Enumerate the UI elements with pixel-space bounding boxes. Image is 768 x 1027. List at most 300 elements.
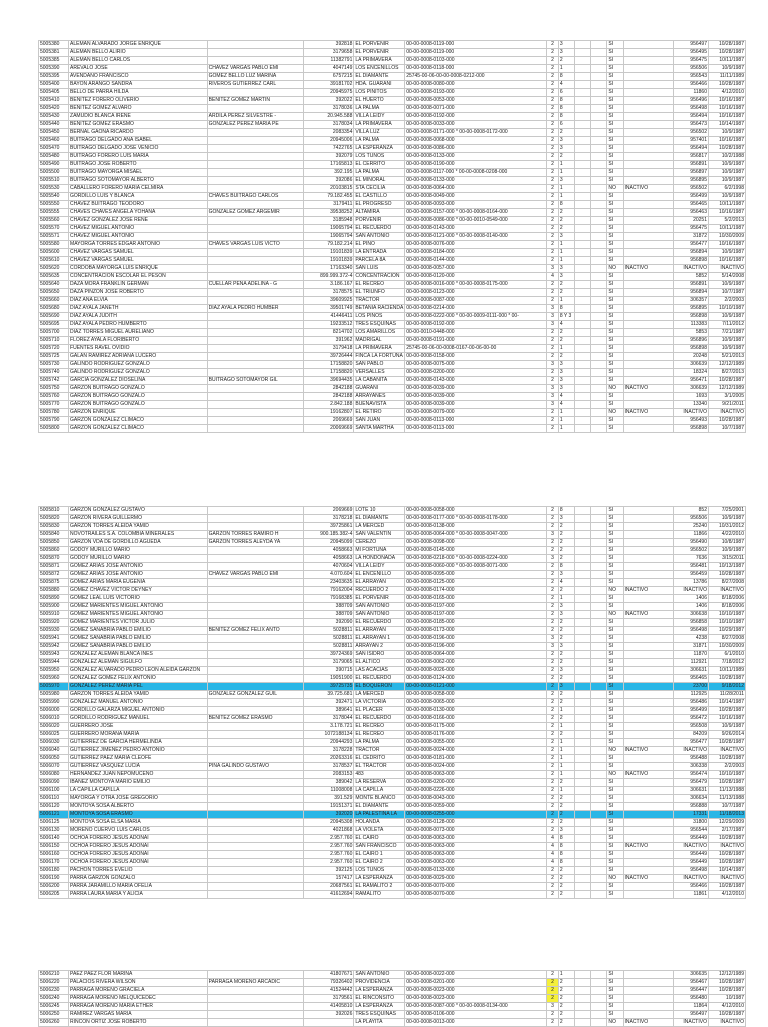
cell-ced[interactable]: 23403635 xyxy=(303,579,354,587)
cell-predio[interactable]: 00-00-0008-0079-000 xyxy=(405,409,547,417)
cell-a[interactable]: 2 xyxy=(547,129,559,137)
cell-b[interactable]: 1 xyxy=(558,65,574,73)
cell-ced[interactable]: 4058663 xyxy=(303,547,354,555)
cell-resp[interactable] xyxy=(207,257,303,265)
cell-e[interactable]: SI xyxy=(607,321,623,329)
cell-ced[interactable]: 11008008 xyxy=(303,787,354,795)
cell-a[interactable]: 2 xyxy=(547,619,559,627)
cell-g[interactable]: 956475 xyxy=(674,225,709,233)
cell-d1[interactable] xyxy=(591,515,607,523)
cell-cod[interactable]: 5005760 xyxy=(39,393,69,401)
cell-resp[interactable] xyxy=(207,547,303,555)
cell-h[interactable]: 10/28/1987 xyxy=(708,851,745,859)
cell-a[interactable]: 2 xyxy=(547,161,559,169)
cell-resp[interactable] xyxy=(207,289,303,297)
cell-predio[interactable]: 00-00-0008-0185-000 xyxy=(405,619,547,627)
cell-cod[interactable]: 5005730 xyxy=(39,361,69,369)
cell-h[interactable]: 7/21/1987 xyxy=(708,329,745,337)
cell-finca[interactable]: ALTAMIRA xyxy=(354,209,405,217)
cell-nombre[interactable]: FLOREZ AYALA FLORIBERTO xyxy=(69,337,208,345)
cell-f[interactable] xyxy=(623,579,674,587)
cell-predio[interactable]: 00-00-0008-0023-000 xyxy=(405,995,547,1003)
cell-g[interactable]: 956474 xyxy=(674,771,709,779)
cell-ced[interactable]: 8214702 xyxy=(303,329,354,337)
cell-b[interactable]: 6 xyxy=(558,89,574,97)
cell-e[interactable]: NO xyxy=(607,771,623,779)
cell-e[interactable]: SI xyxy=(607,129,623,137)
cell-f[interactable] xyxy=(623,883,674,891)
cell-ced[interactable]: 2.957.760 xyxy=(303,851,354,859)
cell-f[interactable] xyxy=(623,73,674,81)
cell-h[interactable]: 10/28/1987 xyxy=(708,779,745,787)
cell-g[interactable]: 956506 xyxy=(674,65,709,73)
cell-g[interactable]: 956498 xyxy=(674,105,709,113)
cell-ced[interactable]: 20945006 xyxy=(303,137,354,145)
table-row[interactable] xyxy=(39,105,746,113)
cell-d1[interactable] xyxy=(591,523,607,531)
cell-g[interactable]: 956447 xyxy=(674,987,709,995)
cell-h[interactable]: 10/9/1987 xyxy=(708,313,745,321)
cell-h[interactable]: 10/28/1987 xyxy=(708,417,745,425)
cell-h[interactable]: 10/9/1987 xyxy=(708,515,745,523)
cell-c1[interactable] xyxy=(574,707,590,715)
cell-b[interactable]: 2 xyxy=(558,523,574,531)
cell-f[interactable] xyxy=(623,177,674,185)
cell-b[interactable]: 1 xyxy=(558,297,574,305)
cell-c1[interactable] xyxy=(574,755,590,763)
cell-e[interactable]: SI xyxy=(607,731,623,739)
cell-e[interactable]: SI xyxy=(607,417,623,425)
cell-nombre[interactable]: ALEMAN BELLO CARLOS xyxy=(69,57,208,65)
cell-f[interactable] xyxy=(623,225,674,233)
cell-ced[interactable]: 4058663 xyxy=(303,555,354,563)
cell-h[interactable]: 10/28/1987 xyxy=(708,707,745,715)
cell-finca[interactable]: CEREZO xyxy=(354,539,405,547)
cell-f[interactable] xyxy=(623,57,674,65)
cell-nombre[interactable]: GOMEZ SANABRIA PABLO EMILIO xyxy=(69,635,208,643)
table-row[interactable] xyxy=(39,979,746,987)
cell-h[interactable]: INACTIVO xyxy=(708,1019,745,1027)
cell-a[interactable]: 2 xyxy=(547,971,559,979)
cell-f[interactable] xyxy=(623,667,674,675)
cell-finca[interactable]: EL MINORAL xyxy=(354,177,405,185)
cell-a[interactable]: 2 xyxy=(547,201,559,209)
cell-d1[interactable] xyxy=(591,587,607,595)
cell-finca[interactable]: 483 xyxy=(354,771,405,779)
cell-cod[interactable]: 5005720 xyxy=(39,345,69,353)
cell-g[interactable]: 1406 xyxy=(674,603,709,611)
cell-predio[interactable]: 00-00-0008-0174-000 xyxy=(405,587,547,595)
cell-predio[interactable]: 00-00-0008-0144-000 xyxy=(405,257,547,265)
cell-finca[interactable]: SAN PABLO xyxy=(354,361,405,369)
cell-d1[interactable] xyxy=(591,843,607,851)
cell-a[interactable]: 2 xyxy=(547,217,559,225)
cell-cod[interactable]: 5006160 xyxy=(39,851,69,859)
cell-resp[interactable] xyxy=(207,393,303,401)
cell-resp[interactable] xyxy=(207,361,303,369)
table-row[interactable] xyxy=(39,635,746,643)
cell-finca[interactable]: BUENAVISTA xyxy=(354,401,405,409)
cell-g[interactable]: 956894 xyxy=(674,249,709,257)
cell-h[interactable]: 10/16/1987 xyxy=(708,241,745,249)
cell-predio[interactable]: 00-00-0008-0022-000 xyxy=(405,971,547,979)
cell-a[interactable]: 3 xyxy=(547,635,559,643)
cell-cod[interactable]: 5005560 xyxy=(39,217,69,225)
cell-h[interactable]: 6/1/2010 xyxy=(708,651,745,659)
cell-e[interactable]: SI xyxy=(607,651,623,659)
cell-b[interactable]: 3 xyxy=(558,515,574,523)
cell-c1[interactable] xyxy=(574,1019,590,1027)
cell-h[interactable]: 10/9/1987 xyxy=(708,281,745,289)
cell-b[interactable]: 3 xyxy=(558,41,574,49)
cell-f[interactable] xyxy=(623,659,674,667)
cell-resp[interactable] xyxy=(207,265,303,273)
cell-resp[interactable] xyxy=(207,161,303,169)
cell-b[interactable]: 1 xyxy=(558,787,574,795)
cell-d1[interactable] xyxy=(591,113,607,121)
cell-nombre[interactable]: CORDOBA MAYORGA LUIS ENRIQUE xyxy=(69,265,208,273)
cell-finca[interactable]: GUARANI xyxy=(354,385,405,393)
cell-f[interactable] xyxy=(623,763,674,771)
cell-nombre[interactable]: ZAMUDIO BLANCA IRENE xyxy=(69,113,208,121)
cell-finca[interactable]: EL PINO xyxy=(354,241,405,249)
table-row[interactable] xyxy=(39,425,746,433)
cell-d1[interactable] xyxy=(591,715,607,723)
cell-resp[interactable] xyxy=(207,1003,303,1011)
table-row[interactable] xyxy=(39,555,746,563)
cell-g[interactable]: 306639 xyxy=(674,385,709,393)
cell-resp[interactable] xyxy=(207,153,303,161)
cell-e[interactable]: SI xyxy=(607,65,623,73)
cell-finca[interactable]: SAN ISIDRO xyxy=(354,651,405,659)
cell-predio[interactable]: 00-00-0008-0024-000 xyxy=(405,747,547,755)
cell-ced[interactable]: 2842188 xyxy=(303,385,354,393)
cell-d1[interactable] xyxy=(591,393,607,401)
cell-f[interactable] xyxy=(623,627,674,635)
cell-b[interactable]: 3 xyxy=(558,667,574,675)
cell-f[interactable] xyxy=(623,675,674,683)
table-row[interactable] xyxy=(39,313,746,321)
table-row[interactable] xyxy=(39,627,746,635)
cell-cod[interactable]: 5005890 xyxy=(39,595,69,603)
cell-nombre[interactable]: GODOY MURILLO MARIO xyxy=(69,555,208,563)
cell-ced[interactable]: 39501749 xyxy=(303,305,354,313)
cell-resp[interactable] xyxy=(207,995,303,1003)
cell-nombre[interactable]: PALACIOS RIVERA WILSON xyxy=(69,979,208,987)
cell-e[interactable]: SI xyxy=(607,225,623,233)
cell-c1[interactable] xyxy=(574,795,590,803)
cell-g[interactable]: 956898 xyxy=(674,425,709,433)
cell-f[interactable] xyxy=(623,81,674,89)
cell-predio[interactable]: 00-00-0008-0029-000 xyxy=(405,875,547,883)
cell-g[interactable]: 306635 xyxy=(674,971,709,979)
cell-resp[interactable] xyxy=(207,835,303,843)
cell-c1[interactable] xyxy=(574,507,590,515)
cell-a[interactable]: 3 xyxy=(547,531,559,539)
table-row[interactable] xyxy=(39,265,746,273)
table-row[interactable] xyxy=(39,273,746,281)
table-row[interactable] xyxy=(39,393,746,401)
cell-h[interactable]: 10/16/1987 xyxy=(708,97,745,105)
cell-g[interactable]: 20251 xyxy=(674,217,709,225)
cell-a[interactable]: 3 xyxy=(547,555,559,563)
cell-predio[interactable]: 00-00-0008-0176-000 xyxy=(405,731,547,739)
cell-e[interactable]: SI xyxy=(607,281,623,289)
cell-h[interactable]: 10/30/2009 xyxy=(708,643,745,651)
cell-f[interactable] xyxy=(623,795,674,803)
table-row[interactable] xyxy=(39,225,746,233)
cell-e[interactable]: SI xyxy=(607,361,623,369)
table-row[interactable] xyxy=(39,1011,746,1019)
cell-h[interactable]: 10/9/1987 xyxy=(708,129,745,137)
cell-finca[interactable]: LOS TUNOS xyxy=(354,867,405,875)
cell-g[interactable]: INACTIVO xyxy=(674,1019,709,1027)
cell-resp[interactable] xyxy=(207,875,303,883)
cell-resp[interactable] xyxy=(207,675,303,683)
cell-nombre[interactable]: DIAZ TORRES MIGUEL AURELIANO xyxy=(69,329,208,337)
cell-f[interactable] xyxy=(623,145,674,153)
cell-resp[interactable] xyxy=(207,49,303,57)
cell-b[interactable]: 1 xyxy=(558,425,574,433)
cell-nombre[interactable]: GUERRERO JOSE xyxy=(69,723,208,731)
cell-finca[interactable]: LA ESPERANZA xyxy=(354,145,405,153)
cell-b[interactable]: 2 xyxy=(558,217,574,225)
cell-cod[interactable]: 5006110 xyxy=(39,795,69,803)
cell-c1[interactable] xyxy=(574,361,590,369)
cell-b[interactable]: 4 xyxy=(558,401,574,409)
cell-a[interactable]: 2 xyxy=(547,571,559,579)
cell-a[interactable]: 2 xyxy=(547,563,559,571)
cell-b[interactable]: 4 xyxy=(558,393,574,401)
cell-b[interactable]: 2 xyxy=(558,547,574,555)
cell-e[interactable]: SI xyxy=(607,401,623,409)
cell-b[interactable]: 1 xyxy=(558,169,574,177)
cell-e[interactable]: SI xyxy=(607,995,623,1003)
cell-g[interactable]: 956502 xyxy=(674,547,709,555)
cell-predio[interactable]: 00-00-0008-0058-000 xyxy=(405,691,547,699)
cell-cod[interactable]: 5005871 xyxy=(39,563,69,571)
cell-g[interactable]: 11861 xyxy=(674,891,709,899)
cell-resp[interactable] xyxy=(207,41,303,49)
cell-a[interactable]: 2 xyxy=(547,297,559,305)
cell-predio[interactable]: 25745-00-06-00-00-0008-0212-000 xyxy=(405,73,547,81)
table-row[interactable] xyxy=(39,571,746,579)
cell-finca[interactable]: EL ARRAYAN 1 xyxy=(354,635,405,643)
cell-b[interactable]: 3 xyxy=(558,377,574,385)
cell-h[interactable]: 2/2/2003 xyxy=(708,763,745,771)
cell-e[interactable]: SI xyxy=(607,635,623,643)
cell-predio[interactable]: 00-00-0008-0157-000 * 00-00-0008-0164-000 xyxy=(405,209,547,217)
cell-resp[interactable] xyxy=(207,643,303,651)
cell-finca[interactable]: SAN ANTONIO xyxy=(354,233,405,241)
cell-resp[interactable]: BENITEZ GOMEZ MARTIN xyxy=(207,97,303,105)
cell-nombre[interactable]: CHAVEZ MIGUEL ANTONIO xyxy=(69,225,208,233)
cell-b[interactable]: 3 xyxy=(558,233,574,241)
cell-b[interactable]: 1 xyxy=(558,755,574,763)
cell-h[interactable]: 10/10/1987 xyxy=(708,611,745,619)
cell-c1[interactable] xyxy=(574,667,590,675)
cell-g[interactable]: 956898 xyxy=(674,345,709,353)
cell-ced[interactable]: 392086 xyxy=(303,177,354,185)
cell-resp[interactable]: PARRAGA MORENO ARCADIC xyxy=(207,979,303,987)
cell-nombre[interactable]: GOMEZ CHAVEZ VICTOR DEYNEY xyxy=(69,587,208,595)
table-row[interactable] xyxy=(39,715,746,723)
cell-g[interactable]: 11864 xyxy=(674,1003,709,1011)
cell-ced[interactable]: 39694435 xyxy=(303,377,354,385)
cell-h[interactable]: INACTIVO xyxy=(708,409,745,417)
cell-d1[interactable] xyxy=(591,867,607,875)
cell-ced[interactable]: 17165813 xyxy=(303,161,354,169)
cell-cod[interactable]: 5005860 xyxy=(39,547,69,555)
cell-nombre[interactable]: BENITEZ FORERO OLIVERIO xyxy=(69,97,208,105)
cell-f[interactable] xyxy=(623,555,674,563)
cell-a[interactable]: 2 xyxy=(547,105,559,113)
cell-a[interactable]: 4 xyxy=(547,859,559,867)
cell-predio[interactable]: 00-00-0008-0181-000 xyxy=(405,755,547,763)
cell-finca[interactable]: SAN VALENTIN xyxy=(354,531,405,539)
cell-ced[interactable]: 392020 xyxy=(303,811,354,819)
cell-ced[interactable]: 7422765 xyxy=(303,145,354,153)
cell-nombre[interactable]: GALINDO RODRIGUEZ GONZALO xyxy=(69,369,208,377)
cell-b[interactable]: 2 xyxy=(558,699,574,707)
cell-f[interactable] xyxy=(623,755,674,763)
cell-predio[interactable]: 00-00-0008-0214-000 xyxy=(405,305,547,313)
cell-ced[interactable]: 389641 xyxy=(303,707,354,715)
cell-c1[interactable] xyxy=(574,579,590,587)
cell-d1[interactable] xyxy=(591,539,607,547)
cell-c1[interactable] xyxy=(574,875,590,883)
cell-g[interactable]: 956486 xyxy=(674,699,709,707)
cell-nombre[interactable]: MONTOYA SOSA ELSA MARIA xyxy=(69,819,208,827)
table-row[interactable] xyxy=(39,971,746,979)
cell-resp[interactable] xyxy=(207,579,303,587)
cell-d1[interactable] xyxy=(591,177,607,185)
cell-a[interactable]: 2 xyxy=(547,763,559,771)
cell-e[interactable]: SI xyxy=(607,571,623,579)
cell-resp[interactable] xyxy=(207,731,303,739)
cell-resp[interactable] xyxy=(207,699,303,707)
cell-b[interactable]: 1 xyxy=(558,771,574,779)
cell-f[interactable] xyxy=(623,971,674,979)
cell-a[interactable]: 2 xyxy=(547,49,559,57)
cell-b[interactable]: 1 xyxy=(558,249,574,257)
cell-a[interactable]: 2 xyxy=(547,97,559,105)
table-row[interactable] xyxy=(39,515,746,523)
cell-a[interactable]: 2 xyxy=(547,113,559,121)
cell-h[interactable]: 10/16/1987 xyxy=(708,137,745,145)
cell-d1[interactable] xyxy=(591,41,607,49)
cell-d1[interactable] xyxy=(591,209,607,217)
cell-resp[interactable] xyxy=(207,651,303,659)
cell-d1[interactable] xyxy=(591,65,607,73)
cell-a[interactable]: 2 xyxy=(547,739,559,747)
table-row[interactable] xyxy=(39,659,746,667)
cell-ced[interactable]: 79168385 xyxy=(303,595,354,603)
cell-f[interactable] xyxy=(623,401,674,409)
table-row[interactable] xyxy=(39,169,746,177)
cell-h[interactable]: 12/12/1989 xyxy=(708,971,745,979)
cell-cod[interactable]: 5006025 xyxy=(39,731,69,739)
cell-predio[interactable]: 00-00-0008-0120-000 xyxy=(405,273,547,281)
cell-g[interactable]: 956897 xyxy=(674,169,709,177)
cell-d1[interactable] xyxy=(591,619,607,627)
cell-ced[interactable]: 3178537 xyxy=(303,763,354,771)
cell-cod[interactable]: 5005840 xyxy=(39,531,69,539)
cell-finca[interactable]: EL HUERTO xyxy=(354,97,405,105)
cell-g[interactable]: 18324 xyxy=(674,369,709,377)
cell-cod[interactable]: 5006190 xyxy=(39,875,69,883)
cell-g[interactable]: 956488 xyxy=(674,755,709,763)
cell-b[interactable]: 6 xyxy=(558,121,574,129)
cell-resp[interactable] xyxy=(207,57,303,65)
cell-predio[interactable]: 00-00-0008-0023-000 xyxy=(405,987,547,995)
cell-f[interactable] xyxy=(623,603,674,611)
cell-g[interactable]: 956498 xyxy=(674,627,709,635)
table-row[interactable] xyxy=(39,321,746,329)
cell-e[interactable]: SI xyxy=(607,369,623,377)
cell-g[interactable]: 956475 xyxy=(674,57,709,65)
cell-e[interactable]: SI xyxy=(607,393,623,401)
table-row[interactable] xyxy=(39,217,746,225)
cell-finca[interactable]: LA RESERVA xyxy=(354,779,405,787)
cell-finca[interactable]: EL RINCONSITO xyxy=(354,995,405,1003)
cell-nombre[interactable]: MONTOYA SOSA ALBERTO xyxy=(69,803,208,811)
cell-h[interactable]: 10/28/1987 xyxy=(708,81,745,89)
cell-a[interactable]: 2 xyxy=(547,755,559,763)
cell-a[interactable]: 4 xyxy=(547,843,559,851)
cell-cod[interactable]: 5006170 xyxy=(39,859,69,867)
cell-a[interactable]: 2 xyxy=(547,587,559,595)
cell-nombre[interactable]: GARZON BUITRAGO GONZALO xyxy=(69,401,208,409)
cell-finca[interactable]: LA MERCED xyxy=(354,523,405,531)
cell-g[interactable]: 956502 xyxy=(674,185,709,193)
cell-predio[interactable]: 00-00-0008-0065-000 xyxy=(405,699,547,707)
cell-cod[interactable]: 5005635 xyxy=(39,273,69,281)
table-row[interactable] xyxy=(39,603,746,611)
cell-h[interactable]: INACTIVO xyxy=(708,747,745,755)
cell-ced[interactable]: 3179411 xyxy=(303,201,354,209)
cell-finca[interactable]: ARRAYANES xyxy=(354,393,405,401)
cell-resp[interactable] xyxy=(207,1019,303,1027)
cell-predio[interactable]: 25745-00-06-00-0008-0167-00-06-00-00 xyxy=(405,345,547,353)
cell-cod[interactable]: 5005740 xyxy=(39,369,69,377)
cell-a[interactable]: 2 xyxy=(547,249,559,257)
cell-predio[interactable]: 00-00-0008-0166-000 xyxy=(405,715,547,723)
cell-nombre[interactable]: CONCENTRACION ESCOLAR EL PESON xyxy=(69,273,208,281)
cell-nombre[interactable]: GOMEZ MARIENTES VICTOR JULIO xyxy=(69,619,208,627)
cell-resp[interactable] xyxy=(207,787,303,795)
cell-predio[interactable]: 00-00-0008-0064-000 xyxy=(405,185,547,193)
cell-cod[interactable]: 5005570 xyxy=(39,225,69,233)
cell-d1[interactable] xyxy=(591,819,607,827)
cell-d1[interactable] xyxy=(591,361,607,369)
cell-f[interactable] xyxy=(623,129,674,137)
cell-e[interactable]: SI xyxy=(607,891,623,899)
cell-a[interactable]: 2 xyxy=(547,153,559,161)
cell-resp[interactable] xyxy=(207,233,303,241)
table-row[interactable] xyxy=(39,859,746,867)
cell-cod[interactable]: 5006010 xyxy=(39,715,69,723)
cell-f[interactable] xyxy=(623,851,674,859)
cell-cod[interactable]: 5006150 xyxy=(39,843,69,851)
cell-ced[interactable]: 19101839 xyxy=(303,257,354,265)
cell-h[interactable]: 8/27/2013 xyxy=(708,369,745,377)
cell-ced[interactable]: 39725861 xyxy=(303,523,354,531)
cell-ced[interactable]: 2083354 xyxy=(303,129,354,137)
cell-finca[interactable]: LA PALMA xyxy=(354,105,405,113)
cell-finca[interactable]: SAN ANTONIO xyxy=(354,611,405,619)
cell-e[interactable]: NO xyxy=(607,587,623,595)
